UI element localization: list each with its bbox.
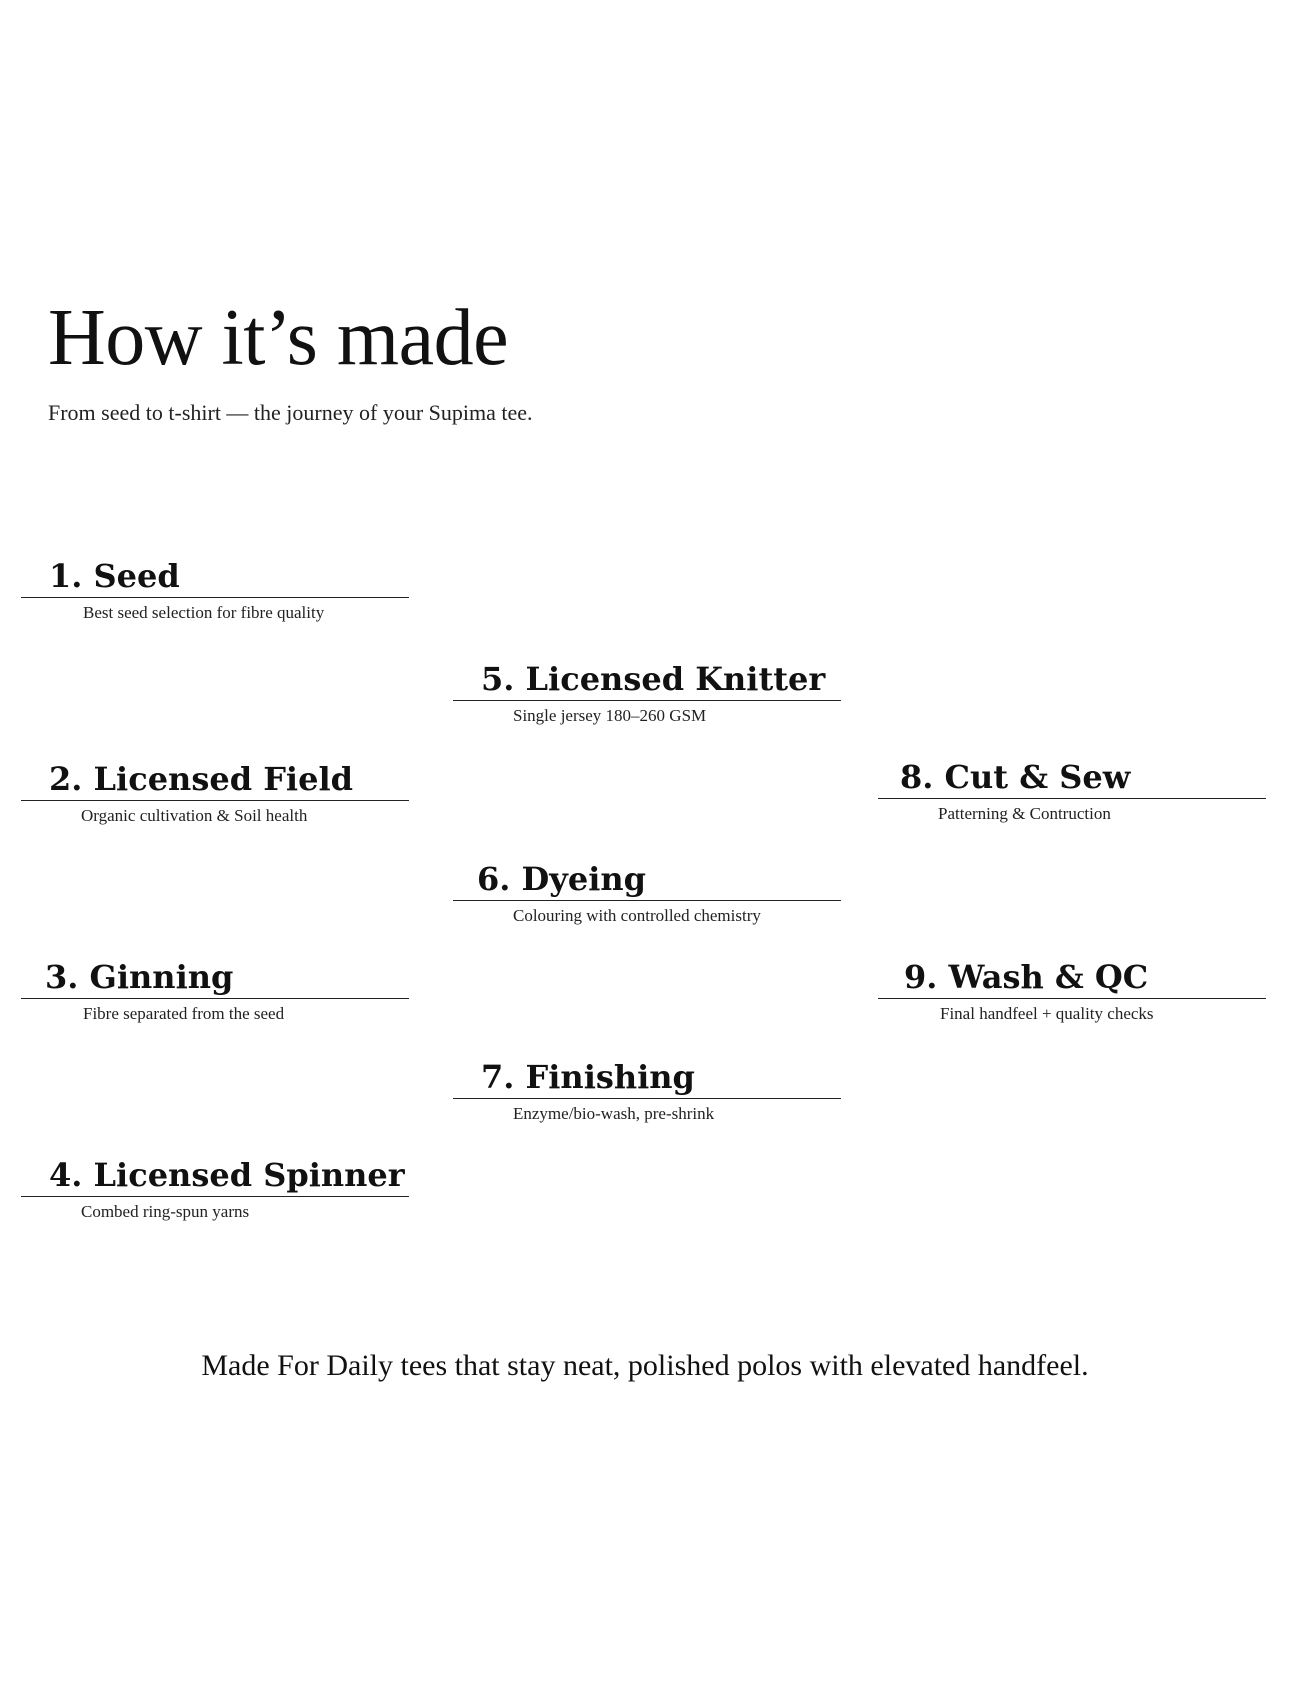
- step-title: 9. Wash & QC: [904, 958, 1149, 996]
- footer-tagline: Made For Daily tees that stay neat, polished polos with elevated handfeel.: [201, 1349, 1089, 1382]
- step-title: 7. Finishing: [481, 1058, 695, 1096]
- step-description: Fibre separated from the seed: [83, 1004, 285, 1024]
- process-step-licensed-spinner: [21, 1156, 409, 1223]
- process-step-seed: [21, 557, 409, 624]
- step-divider: [878, 998, 1266, 999]
- process-step-dyeing: [453, 860, 841, 927]
- step-description: Final handfeel + quality checks: [940, 1004, 1154, 1024]
- step-title: 2. Licensed Field: [49, 760, 353, 798]
- step-divider: [21, 597, 409, 598]
- step-title: 3. Ginning: [45, 958, 234, 996]
- step-description: Patterning & Contruction: [938, 804, 1111, 824]
- step-divider: [21, 1196, 409, 1197]
- step-title: 1. Seed: [49, 557, 180, 595]
- process-step-ginning: [21, 958, 409, 1025]
- process-step-cut-and-sew: [878, 758, 1266, 825]
- step-title: 5. Licensed Knitter: [481, 660, 826, 698]
- step-description: Colouring with controlled chemistry: [513, 906, 761, 926]
- process-step-finishing: [453, 1058, 841, 1125]
- step-title: 6. Dyeing: [477, 860, 647, 898]
- step-description: Single jersey 180–260 GSM: [513, 706, 707, 726]
- process-step-licensed-knitter: [453, 660, 841, 727]
- step-divider: [453, 700, 841, 701]
- process-step-licensed-field: [21, 760, 409, 827]
- process-step-wash-and-qc: [878, 958, 1266, 1025]
- step-divider: [21, 998, 409, 999]
- step-description: Enzyme/bio-wash, pre-shrink: [513, 1104, 715, 1124]
- step-divider: [878, 798, 1266, 799]
- step-divider: [21, 800, 409, 801]
- step-divider: [453, 1098, 841, 1099]
- step-divider: [453, 900, 841, 901]
- step-title: 8. Cut & Sew: [900, 758, 1131, 796]
- step-title: 4. Licensed Spinner: [49, 1156, 405, 1194]
- step-description: Organic cultivation & Soil health: [81, 806, 308, 826]
- step-description: Combed ring-spun yarns: [81, 1202, 250, 1222]
- page-title: How it’s made: [48, 294, 509, 382]
- page-subtitle: From seed to t-shirt — the journey of your Supima tee.: [48, 400, 533, 425]
- step-description: Best seed selection for fibre quality: [83, 603, 325, 623]
